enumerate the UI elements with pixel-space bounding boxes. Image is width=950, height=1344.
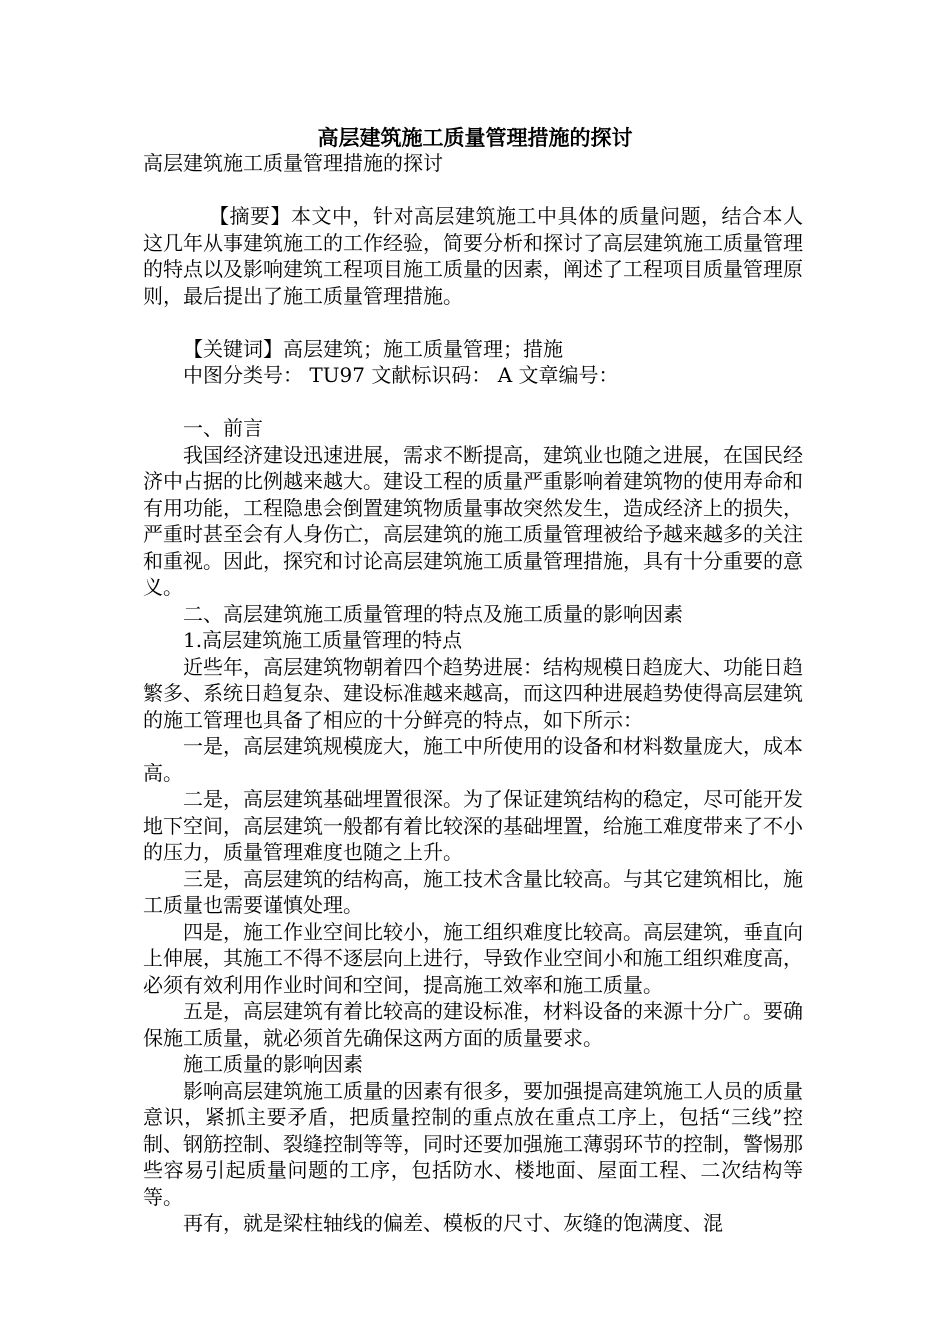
body-paragraph: 五是，高层建筑有着比较高的建设标准，材料设备的来源十分广。要确保施工质量，就必须首先确保这两方面的质量要求。 — [143, 999, 803, 1050]
body-paragraph: 四是，施工作业空间比较小，施工组织难度比较高。高层建筑，垂直向上伸展，其施工不得不逐层向上进行，导致作业空间小和施工组织难度高，必须有效利用作业时间和空间，提高施工效率和施工质量。 — [143, 919, 803, 997]
blank-line — [143, 309, 803, 336]
body-paragraph: 三是，高层建筑的结构高，施工技术含量比较高。与其它建筑相比，施工质量也需要谨慎处理。 — [143, 866, 803, 917]
document-title: 高层建筑施工质量管理措施的探讨 — [317, 125, 633, 150]
subsection-heading: 施工质量的影响因素 — [183, 1052, 363, 1076]
subsection-heading: 1.高层建筑施工质量管理的特点 — [183, 628, 463, 652]
document-body — [143, 150, 803, 1237]
body-paragraph: 我国经济建设迅速进展，需求不断提高，建筑业也随之进展，在国民经济中占据的比例越来越大。建设工程的质量严重影响着建筑物的使用寿命和有用功能，工程隐患会倒置建筑物质量事故突然发生，造成经济上的损失，严重时甚至会有人身伤亡，高层建筑的施工质量管理被给予越来越多的关注和重视。因此，探究和讨论高层建筑施工质量管理措施，具有十分重要的意义。 — [143, 442, 803, 599]
blank-line — [143, 177, 803, 204]
section-heading-features: 二、高层建筑施工质量管理的特点及施工质量的影响因素 — [183, 601, 683, 626]
keywords-line: 【关键词】高层建筑；施工质量管理；措施 — [183, 336, 563, 361]
blank-line — [143, 389, 803, 416]
classification-line: 中图分类号： TU97 文献标识码： A 文章编号： — [183, 363, 619, 387]
body-paragraph: 近些年，高层建筑物朝着四个趋势进展：结构规模日趋庞大、功能日趋繁多、系统日趋复杂、建设标准越来越高，而这四种进展趋势使得高层建筑的施工管理也具备了相应的十分鲜亮的特点，如下所示： — [143, 654, 803, 732]
body-paragraph: 影响高层建筑施工质量的因素有很多，要加强提高建筑施工人员的质量意识，紧抓主要矛盾，把质量控制的重点放在重点工序上，包括“三线”控制、钢筋控制、裂缝控制等等，同时还要加强施工薄弱环节的控制，警惕那些容易引起质量问题的工序，包括防水、楼地面、屋面工程、二次结构等等。 — [143, 1078, 803, 1209]
document-subtitle: 高层建筑施工质量管理措施的探讨 — [143, 151, 443, 175]
abstract-paragraph: 【摘要】本文中，针对高层建筑施工中具体的质量问题，结合本人这几年从事建筑施工的工作经验，简要分析和探讨了高层建筑施工质量管理的特点以及影响建筑工程项目施工质量的因素，阐述了工程项目质量管理原则，最后提出了施工质量管理措施。 — [143, 204, 803, 308]
body-paragraph: 再有，就是梁柱轴线的偏差、模板的尺寸、灰缝的饱满度、混 — [183, 1211, 723, 1235]
body-paragraph: 二是，高层建筑基础埋置很深。为了保证建筑结构的稳定，尽可能开发地下空间，高层建筑一般都有着比较深的基础埋置，给施工难度带来了不小的压力，质量管理难度也随之上升。 — [143, 787, 803, 864]
body-paragraph: 一是，高层建筑规模庞大，施工中所使用的设备和材料数量庞大，成本高。 — [143, 734, 803, 785]
section-heading-preface: 一、前言 — [183, 416, 263, 440]
